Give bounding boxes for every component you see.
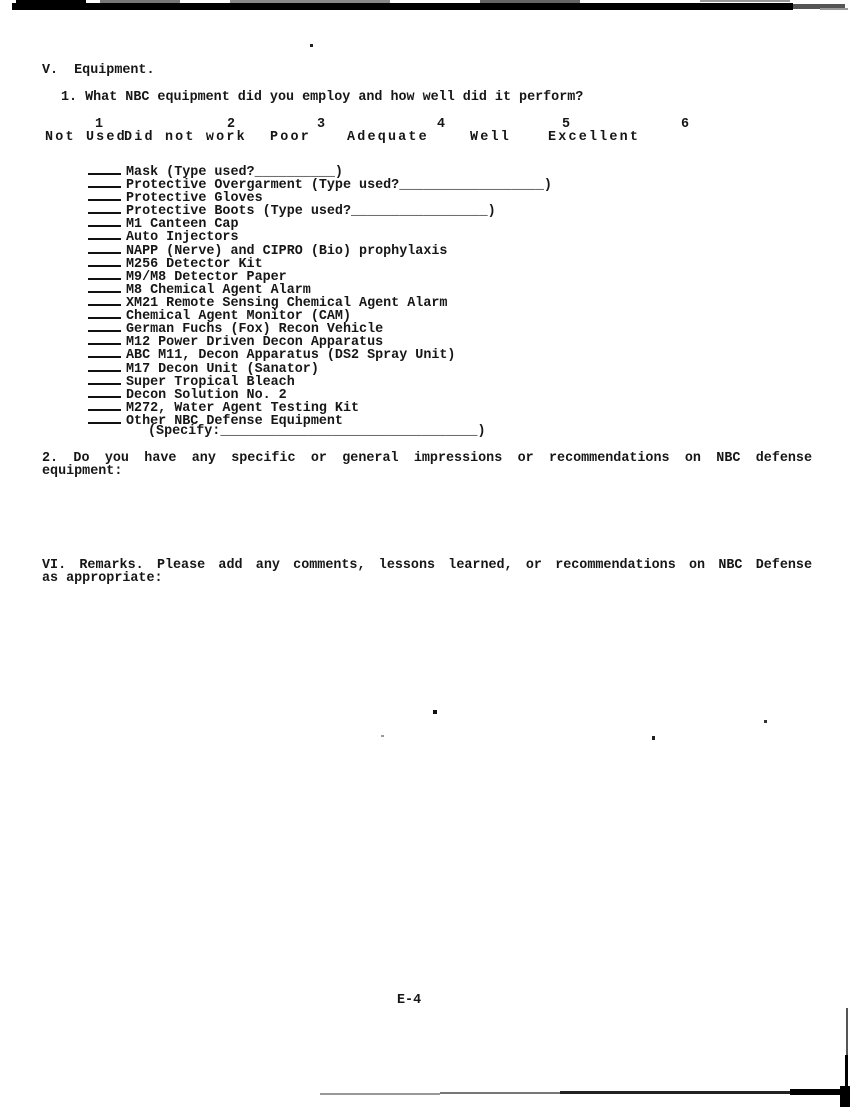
equipment-label: M272, Water Agent Testing Kit — [126, 401, 360, 416]
question-2-line2: equipment: — [42, 464, 123, 479]
scan-speck — [764, 720, 767, 723]
rating-blank — [88, 215, 121, 227]
scan-edge-line — [846, 1008, 848, 1058]
equipment-label: Other NBC Defense Equipment — [126, 414, 343, 429]
scan-speck — [433, 710, 437, 714]
equipment-label: XM21 Remote Sensing Chemical Agent Alarm — [126, 296, 448, 311]
rating-blank — [88, 307, 121, 319]
rating-blank — [88, 202, 121, 214]
scale-number-2: 2 — [227, 117, 238, 132]
equipment-label: Chemical Agent Monitor (CAM) — [126, 309, 351, 324]
scale-label-well: Well — [470, 130, 511, 145]
rating-blank — [88, 399, 121, 411]
rating-blank — [88, 189, 121, 201]
scale-number-3: 3 — [317, 117, 328, 132]
scan-bar-sliver — [820, 8, 848, 10]
equipment-label: M256 Detector Kit — [126, 257, 263, 272]
scale-number-1: 1 — [95, 117, 106, 132]
scale-label-excellent: Excellent — [548, 130, 641, 145]
equipment-label: Mask (Type used?__________) — [126, 165, 343, 180]
equipment-label: Protective Boots (Type used?_________________) — [126, 204, 496, 219]
scan-speck — [310, 44, 313, 47]
specify-label: (Specify:________________________________) — [148, 424, 486, 439]
equipment-label: M1 Canteen Cap — [126, 217, 239, 232]
rating-blank — [88, 346, 121, 358]
scale-label-did-not-work: Did not work — [124, 130, 247, 145]
scan-bar-sliver — [480, 0, 580, 3]
equipment-label: M8 Chemical Agent Alarm — [126, 283, 311, 298]
rating-blank — [88, 176, 121, 188]
scale-number-4: 4 — [437, 117, 448, 132]
scan-bottom-line — [560, 1091, 790, 1094]
rating-blank — [88, 255, 121, 267]
scale-label-adequate: Adequate — [347, 130, 429, 145]
rating-blank — [88, 412, 121, 424]
rating-blank — [88, 268, 121, 280]
section-vi-line1: VI. Remarks. Please add any comments, lessons learned, or recommendations on NBC Defense — [42, 558, 812, 573]
scale-number-6: 6 — [681, 117, 692, 132]
equipment-label: Protective Gloves — [126, 191, 263, 206]
rating-blank — [88, 281, 121, 293]
equipment-label: Auto Injectors — [126, 230, 239, 245]
rating-blank — [88, 386, 121, 398]
rating-blank — [88, 373, 121, 385]
rating-blank — [88, 242, 121, 254]
section-vi-line2: as appropriate: — [42, 571, 163, 586]
equipment-label: M9/M8 Detector Paper — [126, 270, 287, 285]
rating-blank — [88, 294, 121, 306]
scale-number-5: 5 — [562, 117, 573, 132]
equipment-label: Super Tropical Bleach — [126, 375, 295, 390]
equipment-label: German Fuchs (Fox) Recon Vehicle — [126, 322, 384, 337]
rating-blank — [88, 333, 121, 345]
rating-blank — [88, 228, 121, 240]
equipment-label: M17 Decon Unit (Sanator) — [126, 362, 319, 377]
section-v-heading: V. Equipment. — [42, 63, 155, 78]
rating-blank — [88, 360, 121, 372]
equipment-specify-row — [148, 425, 486, 438]
scan-speck — [381, 735, 384, 737]
scale-label-not-used: Not Used — [45, 130, 127, 145]
question-1-text: 1. What NBC equipment did you employ and how well did it perform? — [61, 90, 584, 105]
scan-speck — [652, 736, 655, 740]
scan-bar-sliver — [100, 0, 180, 3]
equipment-label: Protective Overgarment (Type used?__________________) — [126, 178, 552, 193]
scan-bar-sliver — [230, 0, 390, 3]
scale-label-poor: Poor — [270, 130, 311, 145]
scan-bar-main — [12, 3, 793, 10]
scan-bottom-line — [440, 1092, 560, 1094]
page-number: E-4 — [397, 993, 422, 1008]
rating-blank — [88, 320, 121, 332]
question-2-line1: 2. Do you have any specific or general impressions or recommendations on NBC defense — [42, 451, 812, 466]
scan-bottom-line — [320, 1093, 440, 1095]
equipment-label: M12 Power Driven Decon Apparatus — [126, 335, 384, 350]
scan-bar-blob — [16, 0, 86, 6]
scan-bar-sliver — [700, 0, 790, 2]
equipment-label: Decon Solution No. 2 — [126, 388, 287, 403]
rating-blank — [88, 163, 121, 175]
equipment-label: ABC M11, Decon Apparatus (DS2 Spray Unit) — [126, 348, 456, 363]
equipment-label: NAPP (Nerve) and CIPRO (Bio) prophylaxis — [126, 244, 448, 259]
scan-corner-blob — [840, 1086, 850, 1107]
